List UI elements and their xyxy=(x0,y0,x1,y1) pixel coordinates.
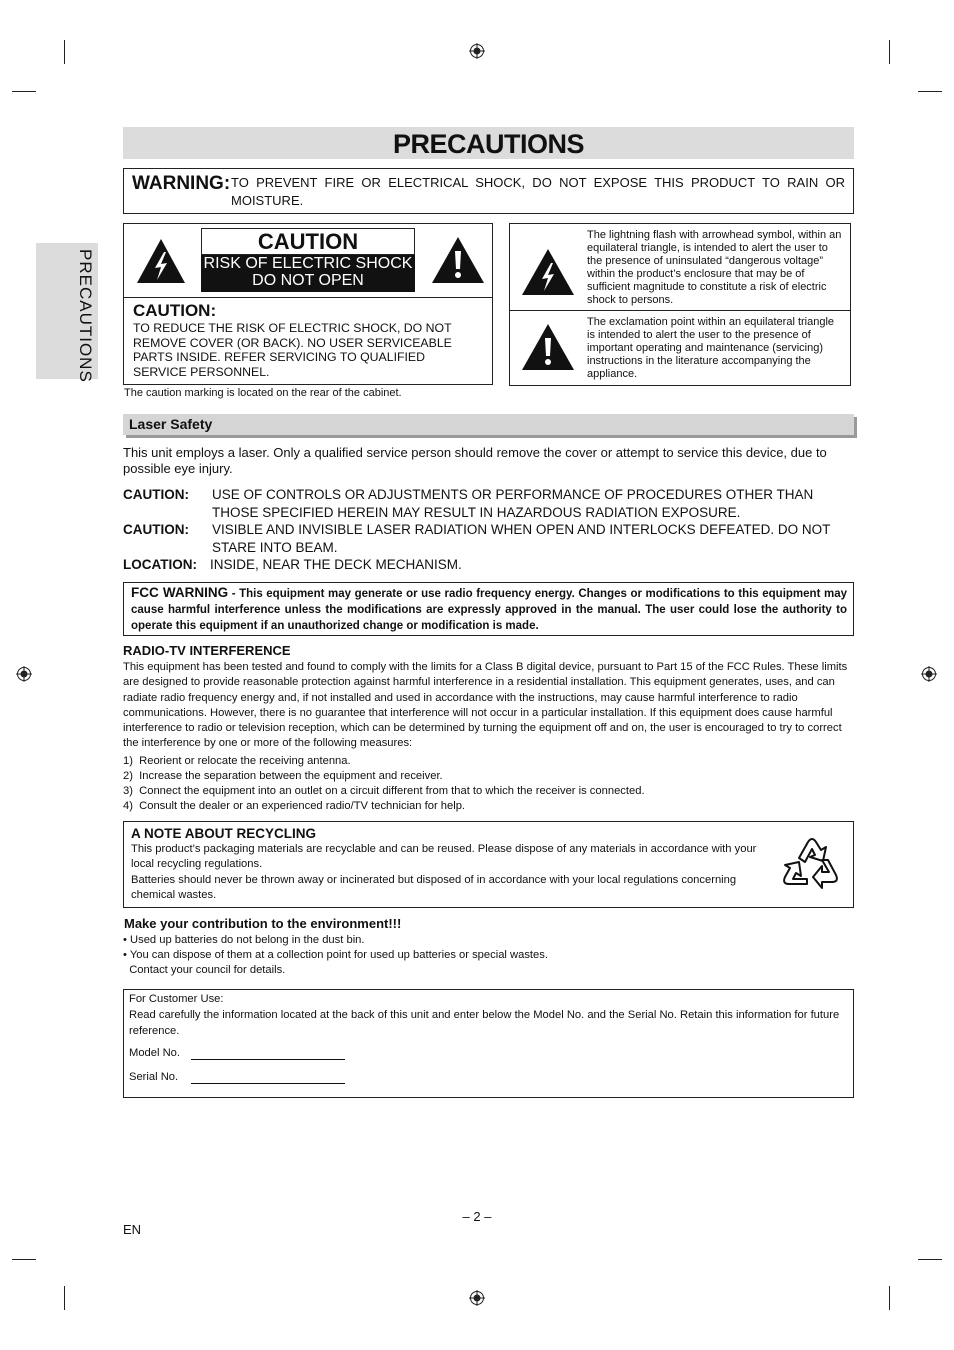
laser-caution-item xyxy=(123,521,855,556)
environment-bullet: Contact your council for details. xyxy=(123,964,286,977)
caution-text: TO REDUCE THE RISK OF ELECTRIC SHOCK, DO NOT REMOVE COVER (OR BACK). NO USER SERVICEABLE PARTS INSIDE. REFER SERVICING TO QUALIFIED SERVICE PERSONNEL. xyxy=(133,321,452,379)
caution-subtitle-line1: RISK OF ELECTRIC SHOCK xyxy=(203,255,413,272)
laser-location-label: LOCATION: xyxy=(123,557,197,572)
customer-use-text: Read carefully the information located at the back of this unit and enter below the Model No. and the Serial No. Retain this information for future reference. xyxy=(129,1009,840,1037)
recycle-icon xyxy=(777,830,847,896)
caution-label-box xyxy=(123,223,493,385)
laser-intro: This unit employs a laser. Only a qualified service person should remove the cover or attempt to service this device, due to possible eye injury. xyxy=(123,445,827,476)
serial-no-field[interactable] xyxy=(191,1083,345,1084)
language-code: EN xyxy=(123,1222,142,1237)
laser-caution-text: USE OF CONTROLS OR ADJUSTMENTS OR PERFORMANCE OF PROCEDURES OTHER THAN THOSE SPECIFIED HEREIN MAY RESULT IN HAZARDOUS RADIATION EXPOSURE. xyxy=(212,487,814,520)
crop-mark xyxy=(918,1259,942,1260)
crop-mark xyxy=(64,1286,65,1310)
radio-tv-text: This equipment has been tested and found to comply with the limits for a Class B digital device, pursuant to Part 15 of the FCC Rules. These limits are designed to provide reasonable protection against harmful interference in a residential installation. This equipment generates, uses, and can radiate radio frequency energy and, if not installed and used in accordance with the instructions, may cause harmful interference to radio communications. However, there is no guarantee that interference will not occur in a particular installation. If this equipment does cause harmful interference to radio or television reception, which can be determined by turning the equipment off and on, the user is encouraged to try to correct the interference by one or more of the following measures: xyxy=(123,661,848,750)
model-no-field[interactable] xyxy=(191,1059,345,1060)
laser-caution-label: CAUTION: xyxy=(123,522,189,537)
lightning-warning-icon xyxy=(136,238,186,284)
radio-tv-measures xyxy=(123,754,855,814)
warning-text-line1: TO PREVENT FIRE OR ELECTRICAL SHOCK, DO NOT EXPOSE THIS PRODUCT TO RAIN OR xyxy=(231,175,845,190)
registration-mark-icon xyxy=(469,43,485,59)
side-tab-label: PRECAUTIONS xyxy=(76,249,95,383)
crop-mark xyxy=(64,40,65,64)
laser-safety-header xyxy=(123,414,854,435)
laser-location-item xyxy=(123,556,855,574)
fcc-warning-text: - This equipment may generate or use radio frequency energy. Changes or modifications to this equipment may cause harmful interference unless the modifications are expressly approved in the manual. The user could lose the authority to operate this equipment if an unauthorized change or modification is made. xyxy=(131,588,847,632)
laser-caution-text: VISIBLE AND INVISIBLE LASER RADIATION WHEN OPEN AND INTERLOCKS DEFEATED. DO NOT STARE INTO BEAM. xyxy=(212,522,831,555)
laser-safety-heading: Laser Safety xyxy=(129,416,213,432)
fcc-warning-box xyxy=(123,582,854,636)
section-side-tab xyxy=(36,243,98,383)
caution-title: CAUTION xyxy=(257,229,359,254)
registration-mark-icon xyxy=(921,666,937,682)
warning-label: WARNING: xyxy=(132,173,231,194)
registration-mark-icon xyxy=(16,666,32,682)
customer-use-box xyxy=(123,989,854,1098)
caution-subtitle-box xyxy=(201,255,415,292)
symbols-box xyxy=(509,223,851,386)
measure-item: 2) Increase the separation between the equipment and receiver. xyxy=(123,770,443,783)
lightning-symbol-icon xyxy=(521,248,575,296)
measure-item: 1) Reorient or relocate the receiving antenna. xyxy=(123,755,351,767)
caution-divider xyxy=(124,297,492,298)
laser-location-text: INSIDE, NEAR THE DECK MECHANISM. xyxy=(210,557,462,572)
laser-caution-list xyxy=(123,486,855,574)
exclamation-warning-icon xyxy=(431,236,485,284)
warning-box xyxy=(123,168,854,214)
caution-subtitle-line2: DO NOT OPEN xyxy=(252,272,364,289)
serial-no-label: Serial No. xyxy=(129,1071,179,1083)
environment-bullet: • Used up batteries do not belong in the dust bin. xyxy=(123,934,365,946)
environment-list xyxy=(123,933,823,978)
measure-item: 3) Connect the equipment into an outlet on a circuit different from that to which the receiver is connected. xyxy=(123,785,645,798)
page-title: PRECAUTIONS xyxy=(392,129,584,159)
customer-use-label: For Customer Use: xyxy=(129,993,224,1005)
registration-mark-icon xyxy=(469,1290,485,1306)
recycling-text-1: This product’s packaging materials are recyclable and can be reused. Please dispose of any materials in accordance with your local recycling regulations. xyxy=(131,843,757,871)
recycling-text-2: Batteries should never be thrown away or incinerated but disposed of in accordance with your local regulations concerning chemical wastes. xyxy=(131,874,737,902)
lightning-explanation: The lightning flash with arrowhead symbol, within an equilateral triangle, is intended to alert the user to the presence of uninsulated “dangerous voltage” within the product’s enclosure that may be of sufficient magnitude to constitute a risk of electric shock to persons. xyxy=(587,229,842,306)
recycling-heading: A NOTE ABOUT RECYCLING xyxy=(131,826,316,841)
radio-tv-heading: RADIO-TV INTERFERENCE xyxy=(123,643,291,658)
crop-mark xyxy=(918,91,942,92)
caution-heading: CAUTION: xyxy=(133,301,217,320)
exclamation-symbol-icon xyxy=(521,323,575,371)
crop-mark xyxy=(889,40,890,64)
environment-heading: Make your contribution to the environment!!! xyxy=(124,916,402,931)
warning-text-line2: MOISTURE. xyxy=(231,193,304,208)
page-number: – 2 – xyxy=(462,1209,492,1224)
environment-bullet: • You can dispose of them at a collection point for used up batteries or special wastes. xyxy=(123,949,548,962)
recycling-box xyxy=(123,821,854,908)
fcc-warning-paragraph xyxy=(131,585,847,634)
crop-mark xyxy=(889,1286,890,1310)
model-no-label: Model No. xyxy=(129,1047,180,1059)
caution-footnote: The caution marking is located on the rear of the cabinet. xyxy=(124,387,402,399)
caution-title-box xyxy=(201,228,415,255)
measure-item: 4) Consult the dealer or an experienced radio/TV technician for help. xyxy=(123,800,466,813)
laser-caution-item xyxy=(123,486,855,521)
laser-caution-label: CAUTION: xyxy=(123,487,189,502)
symbols-divider xyxy=(510,310,850,311)
crop-mark xyxy=(12,1259,36,1260)
crop-mark xyxy=(12,91,36,92)
fcc-warning-label: FCC WARNING xyxy=(131,585,229,600)
exclamation-explanation: The exclamation point within an equilateral triangle is intended to alert the user to the presence of important operating and maintenance (servicing) instructions in the literature accompanying the appliance. xyxy=(587,316,835,380)
page-title-bar xyxy=(123,127,854,159)
